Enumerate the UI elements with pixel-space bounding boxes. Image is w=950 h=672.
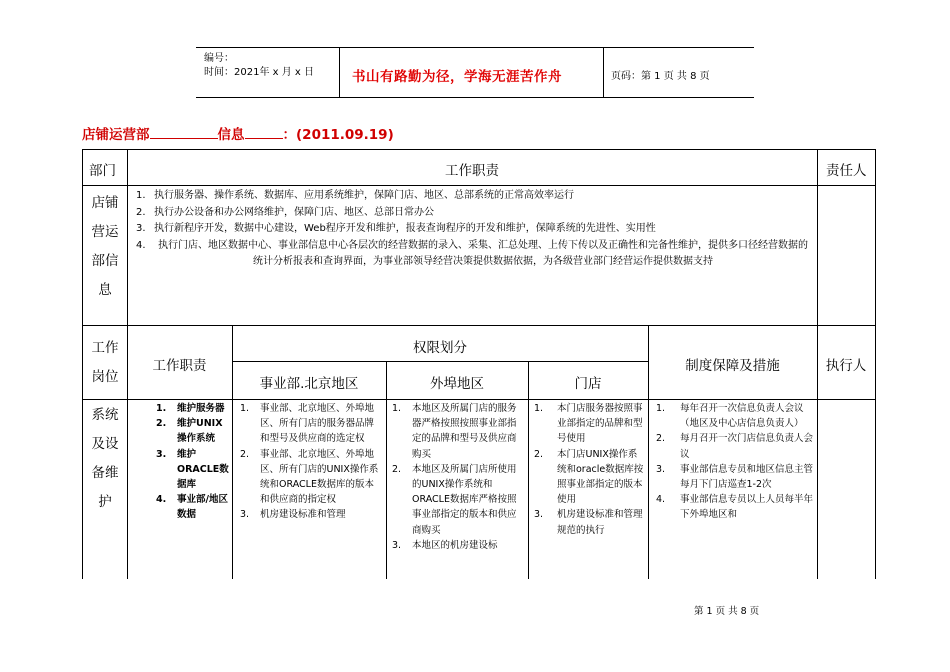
list-item: 4. 事业部/地区数据 [156,494,228,521]
dept-name: 店铺 营运 部信 息 [91,195,119,298]
list-item: 2. 本门店UNIX操作系统和oracle数据库按照事业部指定的版本使用 [534,448,644,506]
list-item: 1. 本门店服务器按照事业部指定的品牌和型号使用 [534,403,643,445]
list-item: 2. 每月召开一次门店信息负责人会议 [656,433,813,460]
page-label: 页码：第 1 页 共 8 页 [611,71,710,82]
row-post: 系统 及设 备维 护 [91,407,119,510]
list-item: 1. 每年召开一次信息负责人会议（地区及中心店信息负责人） [656,403,804,430]
list-item: 3. 维护ORACLE数据库 [156,448,229,491]
time-label: 时间：2021年 x 月 x 日 [204,67,314,78]
col-header-dept: 部门 [89,163,116,179]
col-header-duty: 工作职责 [445,163,499,179]
list-item: 2. 执行办公设备和办公网络维护，保障门店、地区、总部日常办公 [136,206,434,218]
outer-list [392,401,524,577]
motto: 书山有路勤为径，学海无涯苦作舟 [352,69,562,85]
list-item: 3. 机房建设标准和管理规范的执行 [534,509,643,536]
list-item: 1. 事业部、北京地区、外埠地区、所有门店的服务器品牌和型号及供应商的选定权 [240,403,375,445]
page-footer: 第 1 页 共 8 页 [694,606,760,617]
list-item: 1. 执行服务器、操作系统、数据库、应用系统维护，保障门店、地区、总部系统的正常高效率运行 [136,190,574,201]
number-label: 编号： [204,53,234,64]
title-date: ：(2011.09.19) [282,127,394,143]
document-title [82,123,394,143]
col-header-duty-2: 工作职责 [152,358,207,374]
col-header-post: 工作 岗位 [91,340,119,385]
list-item: 1. 本地区及所属门店的服务器严格按照按照事业部指定的品牌和型号及供应商购买 [392,403,517,460]
list-item: 3. 事业部信息专员和地区信息主管每月下门店巡查1-2次 [656,463,813,491]
header-meta [204,52,314,80]
duty-list [136,188,812,271]
title-dept: 店铺运营部 [82,127,150,143]
col-header-exec: 执行人 [825,358,867,374]
list-item: 2. 维护UNIX操作系统 [156,418,223,445]
col-header-system: 制度保障及措施 [685,358,780,374]
col-header-authority: 权限划分 [413,340,467,356]
list-item: 3. 本地区的机房建设标 [392,539,498,551]
page-header [196,47,754,98]
list-item: 4. 事业部信息专员以上人员每半年下外埠地区和 [656,494,813,521]
col-header-owner: 责任人 [826,163,867,179]
list-item: 1. 维护服务器 [156,403,225,414]
list-item: 2. 事业部、北京地区、外埠地区、所有门店的UNIX操作系统和ORACLE数据库的版本和供应商的指定权 [240,448,379,506]
system-list [656,401,813,577]
hq-list [240,401,382,577]
title-info: 信息 [217,127,245,143]
col-header-hq: 事业部.北京地区 [259,376,359,392]
duty-list-2 [156,401,230,577]
list-item: 3. 机房建设标准和管理 [240,509,346,521]
col-header-outer: 外埠地区 [430,376,484,392]
store-list [534,401,644,577]
list-item: 4. 执行门店、地区数据中心、事业部信息中心各层次的经营数据的录入、采集、汇总处理、上传下传以及正确性和完备性维护，提供多口径经营数据的统计分析报表和查询界面，为事业部领导经营决策提供数据依据，为各级营业部门经营运作提供数据支持 [136,239,808,267]
list-item: 3. 执行新程序开发，数据中心建设，Web程序开发和维护，报表查询程序的开发和维护，保障系统的先进性、实用性 [136,223,656,234]
list-item: 2. 本地区及所属门店所使用的UNIX操作系统和ORACLE数据库严格按照事业部指定的版本和供应商购买 [392,463,517,536]
col-header-store: 门店 [574,376,602,392]
